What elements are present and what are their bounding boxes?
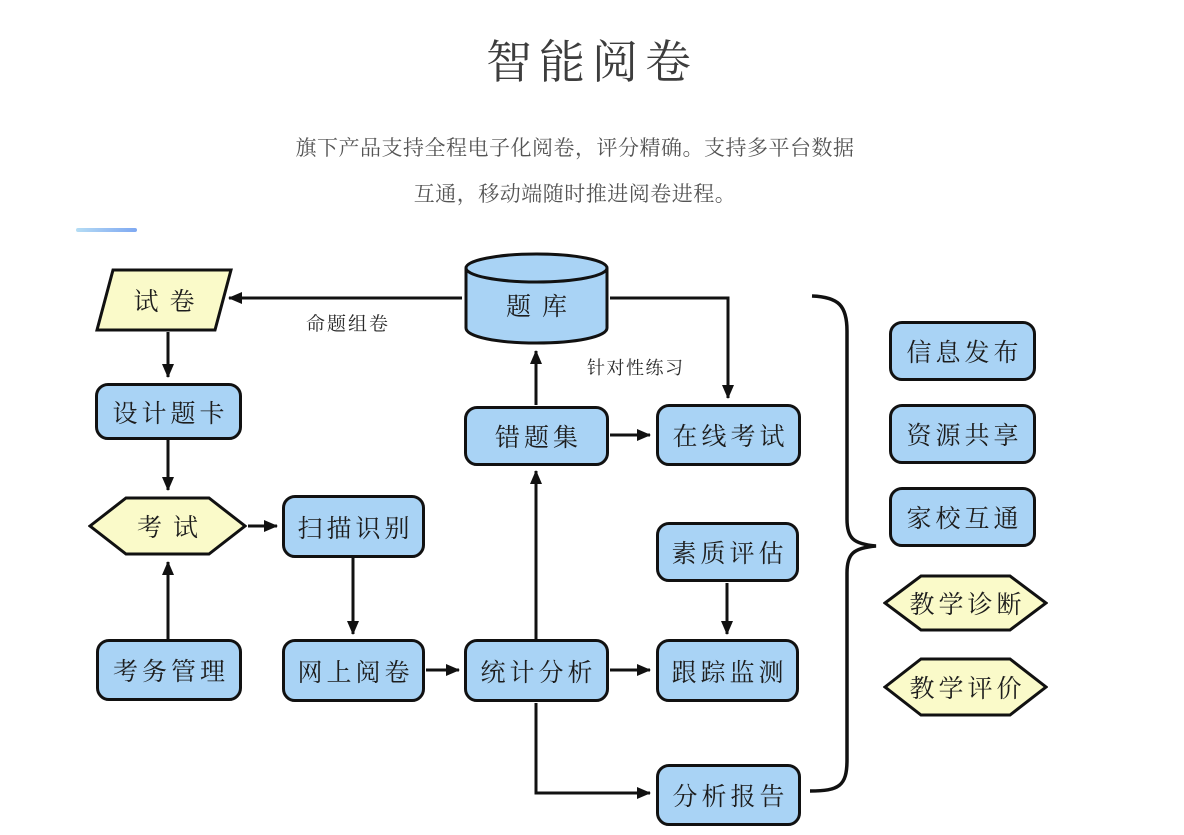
edge-tiku-to-zaixian xyxy=(610,298,728,398)
node-cuotiji: 错题集 xyxy=(464,406,609,466)
node-tiku: 题库 xyxy=(464,252,609,345)
node-kaoshi: 考试 xyxy=(88,495,247,557)
brace-right-group xyxy=(810,296,876,791)
node-jiaoxue-zhenduan: 教学诊断 xyxy=(883,573,1048,633)
edge-label-mingti-zujuan: 命题组卷 xyxy=(306,314,391,335)
node-jiaxiao-hutong: 家校互通 xyxy=(889,487,1036,547)
node-suzhi-pinggu: 素质评估 xyxy=(656,522,799,582)
node-tongji-fenxi: 统计分析 xyxy=(464,639,609,702)
node-shijuan: 试卷 xyxy=(95,268,233,332)
edge-label-zhenduixing-lianxi: 针对性练习 xyxy=(587,358,685,378)
accent-underline xyxy=(76,228,137,232)
edge-tongji-to-fenxi-baogao xyxy=(536,703,650,793)
node-sheji-tika: 设计题卡 xyxy=(95,383,242,440)
subtitle-line-1: 旗下产品支持全程电子化阅卷，评分精确。支持多平台数据 xyxy=(295,137,855,160)
page-header xyxy=(0,0,1184,218)
node-jiaoxue-pingjia: 教学评价 xyxy=(883,656,1048,718)
node-xinxi-fabu: 信息发布 xyxy=(889,321,1036,381)
node-saomiao-shibie: 扫描识别 xyxy=(282,495,425,558)
node-fenxi-baogao: 分析报告 xyxy=(656,764,801,826)
subtitle-line-2: 互通，移动端随时推进阅卷进程。 xyxy=(413,183,737,206)
node-ziyuan-gongxiang: 资源共享 xyxy=(889,404,1036,464)
node-wangshang-yuejuan: 网上阅卷 xyxy=(282,639,425,702)
page-subtitle xyxy=(0,126,1167,218)
page-title: 智能阅卷 xyxy=(486,36,698,88)
node-zaixian-kaoshi: 在线考试 xyxy=(656,404,801,466)
node-genzong-jiance: 跟踪监测 xyxy=(656,639,799,702)
node-kaowu-guanli: 考务管理 xyxy=(96,639,242,701)
